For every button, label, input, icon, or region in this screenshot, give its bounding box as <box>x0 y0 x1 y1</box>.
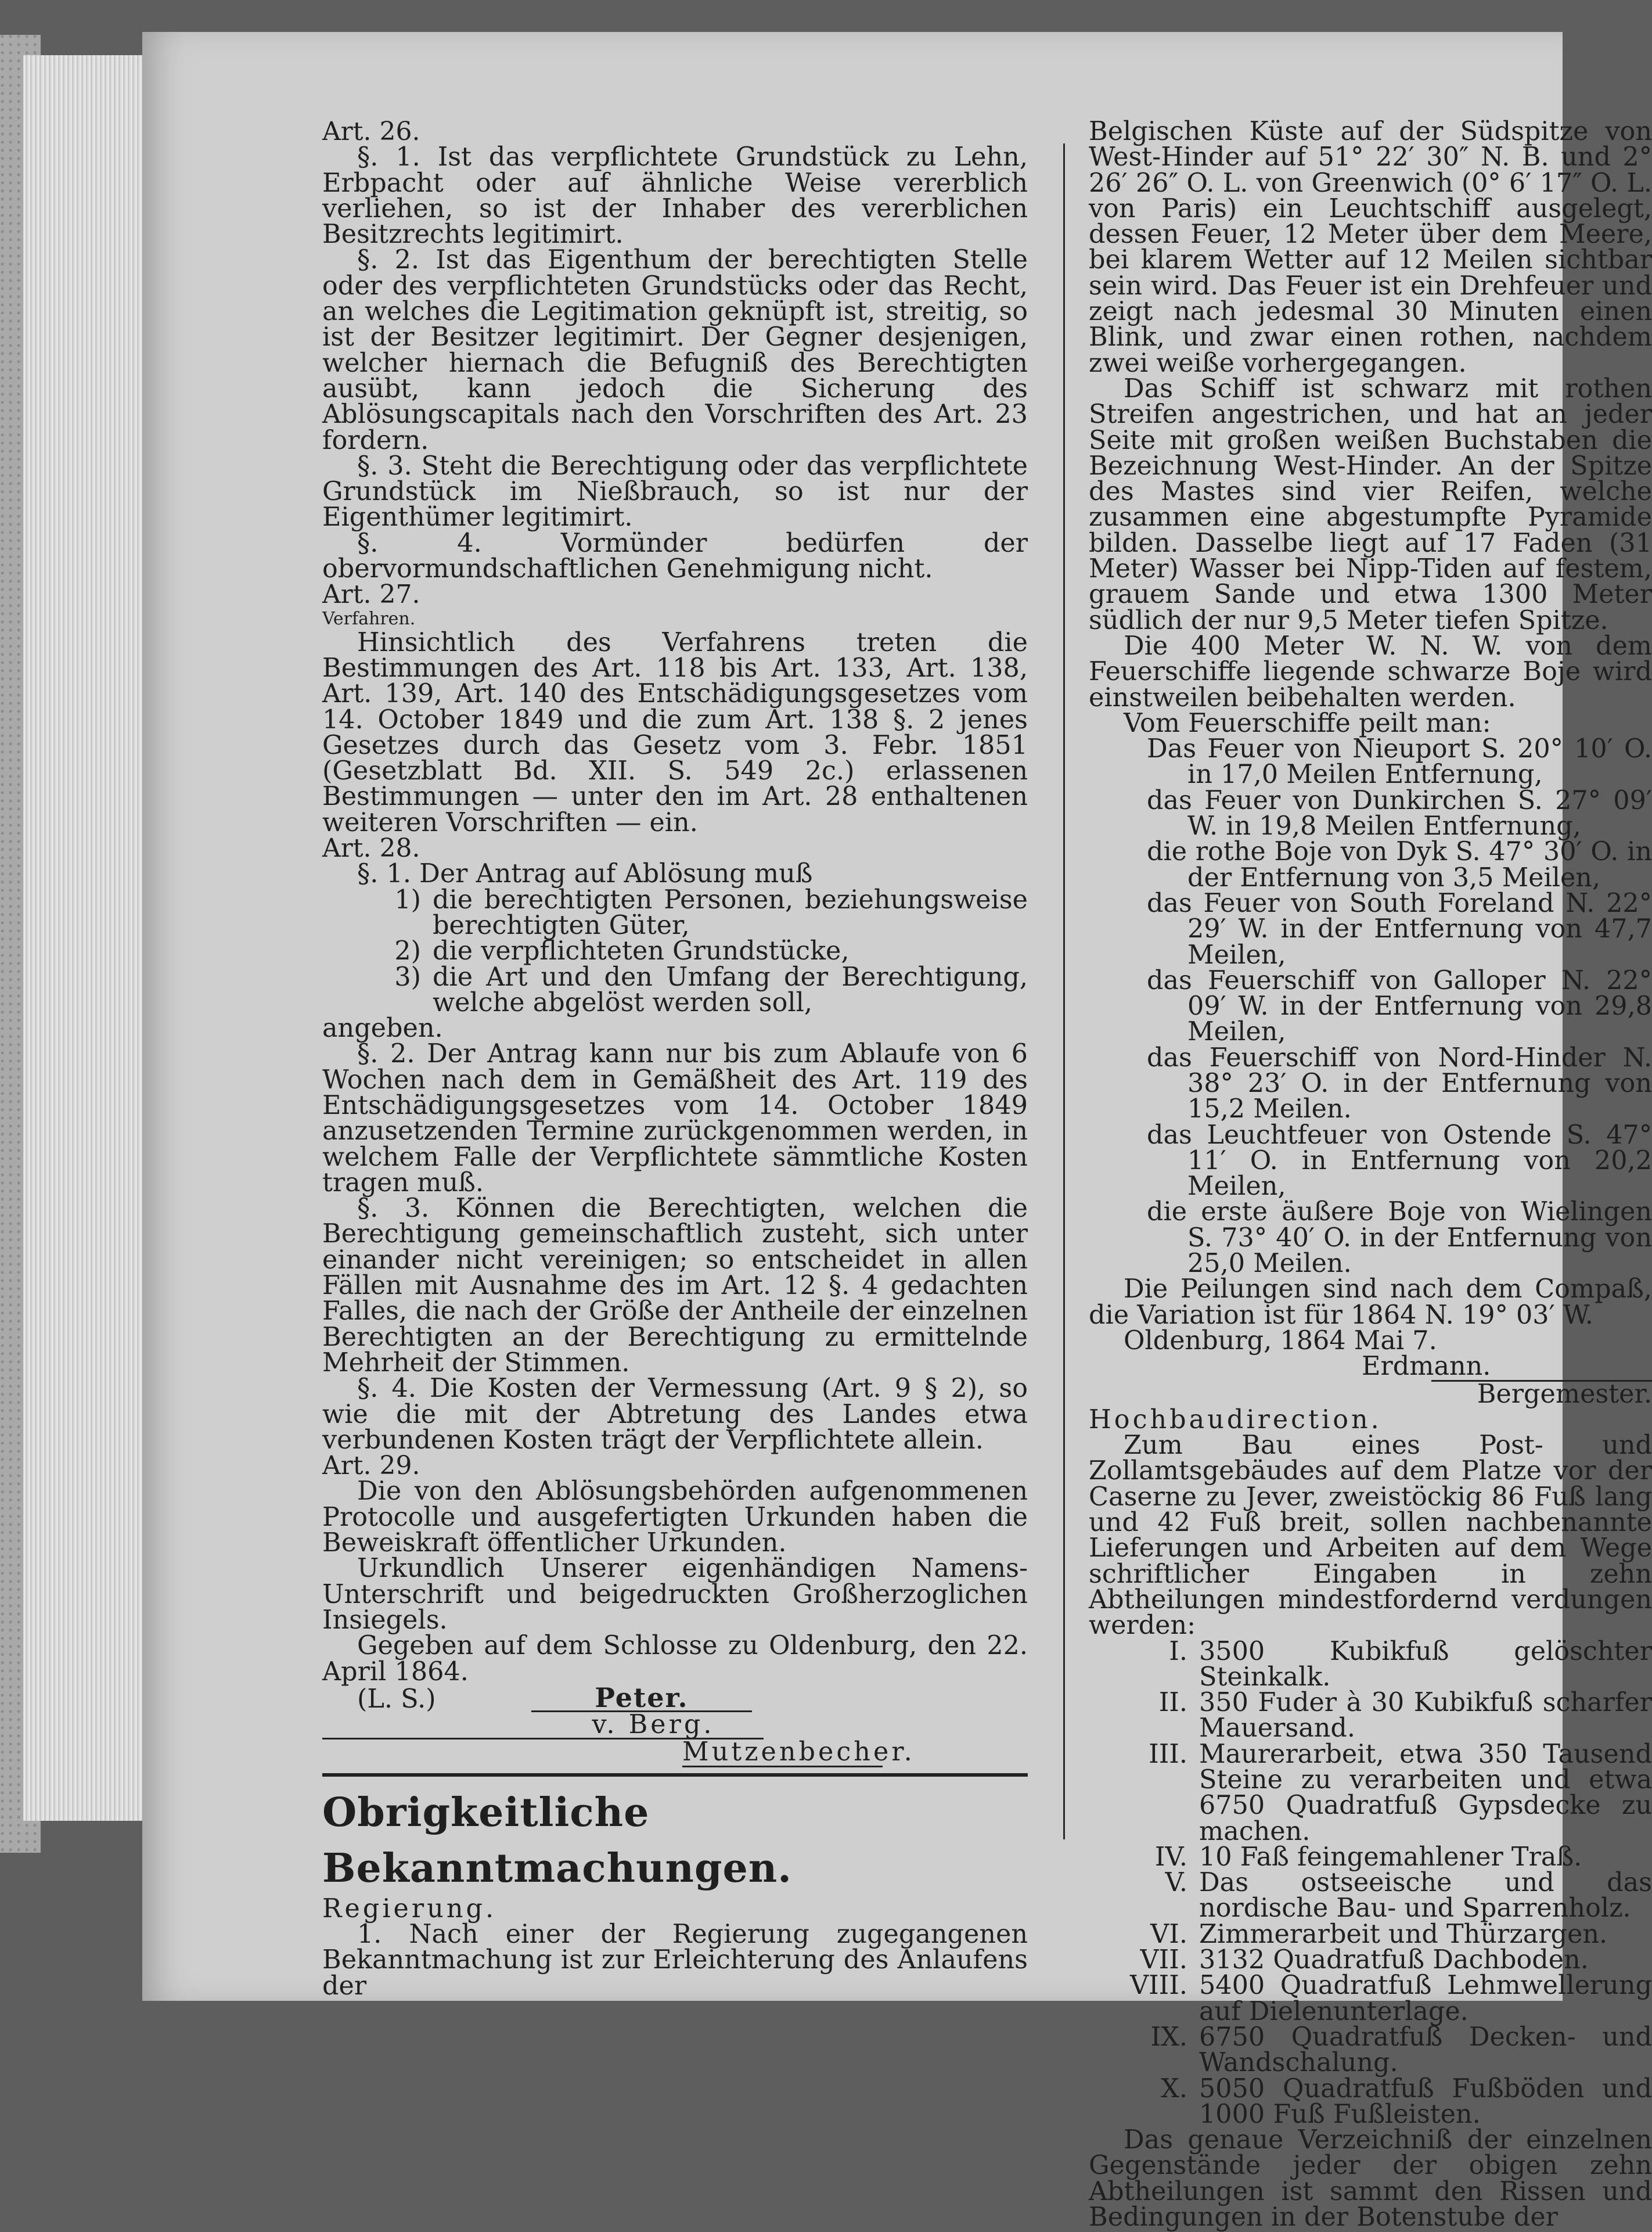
left-column <box>322 119 1028 1999</box>
art28-para-3: §. 3. Können die Berechtigten, welchen die Berechtigung gemeinschaftlich zusteht, sich unter einander nicht vereinigen; so entscheidet in allen Fällen mit Ausnahme des im Art. 12 §. 4 gedachten Falles, die nach der Größe der Antheile der einzelnen Berechtigten an der Berechtigung zu ermittelnde Mehrheit der Stimmen. <box>322 1194 1028 1378</box>
list-item: II. 350 Fuder à 30 Kubikfuß scharfer Mauersand. <box>1158 1688 1652 1744</box>
right-para-4: Vom Feuerschiffe peilt man: <box>1124 708 1491 738</box>
list-item: I. 3500 Kubikfuß gelöschter Steinkalk. <box>1169 1636 1652 1692</box>
art26-para-2: §. 2. Ist das Eigenthum der berechtigten Stelle oder des verpflichteten Grundstücks oder das Recht, an welches die Legitimation geknüpft ist, streitig, so ist der Besitzer legitimirt. Der Gegner desjenigen, welcher hiernach die Befugniß des Berechtigten ausübt, kann jedoch die Sicherung des Ablösungscapitals nach den Vorschriften des Art. 23 fordern. <box>322 245 1028 455</box>
list-item: IV. 10 Faß feingemahlener Traß. <box>1154 1842 1582 1872</box>
art29-para-3: Gegeben auf dem Schlosse zu Oldenburg, den 22. April 1864. <box>322 1631 1028 1687</box>
bearing-item: die rothe Boje von Dyk S. 47° 30′ O. in der Entfernung von 3,5 Meilen, <box>1147 837 1652 893</box>
signature-berg: v. Berg. <box>322 1712 764 1739</box>
right-column <box>1089 119 1652 2230</box>
bearing-item: das Feuer von Dunkirchen S. 27° 09′ W. in 19,8 Meilen Entfernung, <box>1147 785 1652 842</box>
signature-block <box>322 1681 1028 1714</box>
art26-para-1: §. 1. Ist das verpflichtete Grundstück zu Lehn, Erbpacht oder auf ähnliche Weise vererblich verliehen, so ist der Inhaber des vererblichen Besitzrechts legitimirt. <box>322 142 1028 250</box>
list-item: 2) die verpflichteten Grundstücke, <box>394 936 850 966</box>
art26-para-3: §. 3. Steht die Berechtigung oder das verpflichtete Grundstück im Nießbrauch, so ist nur der Eigenthümer legitimirt. <box>322 451 1028 533</box>
list-item: 1) die berechtigten Personen, beziehungsweise berechtigten Güter, <box>394 885 1028 940</box>
art29-heading: Art. 29. <box>322 1451 420 1481</box>
art28-para-2: §. 2. Der Antrag kann nur bis zum Ablaufe von 6 Wochen nach dem in Gemäßheit des Art. 119 des Entschädigungsgesetzes vom 14. October 1849 anzusetzenden Termine zurückgenommen werden, in welchem Falle der Verpflichtete sämmtliche Kosten tragen muß. <box>322 1039 1028 1198</box>
list-item: 3) die Art und den Umfang der Berechtigung, welche abgelöst werden soll, <box>394 962 1028 1018</box>
bearing-item: das Feuerschiff von Galloper N. 22° 09′ W. in der Entfernung von 29,8 Meilen, <box>1147 965 1652 1047</box>
seal-label: (L. S.) <box>357 1684 436 1714</box>
list-item: VIII. 5400 Quadratfuß Lehmwellerung auf Dielenunterlage. <box>1129 1971 1652 2026</box>
art28-angeben: angeben. <box>322 1013 443 1044</box>
column-divider <box>1063 143 1065 1839</box>
bearing-item: das Leuchtfeuer von Ostende S. 47° 11′ O. in Entfernung von 20,2 Meilen, <box>1147 1120 1652 1202</box>
dateline: Oldenburg, 1864 Mai 7. <box>1124 1325 1437 1356</box>
art27-heading: Art. 27. <box>322 580 420 610</box>
list-item: III. Maurerarbeit, etwa 350 Tausend Steine zu verarbeiten und etwa 6750 Quadratfuß Gypsdecke zu machen. <box>1149 1739 1652 1846</box>
list-item: X. 5050 Quadratfuß Fußböden und 1000 Fuß Fußleisten. <box>1161 2073 1652 2129</box>
bearing-item: das Feuer von South Foreland N. 22° 29′ W. in der Entfernung von 47,7 Meilen, <box>1147 888 1652 970</box>
right-para-3: Die 400 Meter W. N. W. von dem Feuerschiffe liegende schwarze Boje wird einstweilen beibehalten werden. <box>1089 631 1652 713</box>
art29-para-2: Urkundlich Unserer eigenhändigen Namens-Unterschrift und beigedruckten Großherzoglichen Insiegels. <box>322 1554 1028 1635</box>
section-rule <box>322 1773 1028 1777</box>
regierung-para-1: 1. Nach einer der Regierung zugegangenen Bekanntmachung ist zur Erleichterung des Anlaufens der <box>322 1920 1028 2001</box>
bearing-item: die erste äußere Boje von Wielingen S. 73° 40′ O. in der Entfernung von 25,0 Meilen. <box>1147 1197 1652 1279</box>
book-page-edges <box>23 55 145 1821</box>
art26-heading: Art. 26. <box>322 117 420 146</box>
signature-bergemester: Bergemester. <box>1431 1380 1652 1407</box>
right-para-7: Zum Bau eines Post- und Zollamtsgebäudes auf dem Platze vor der Caserne zu Jever, zweistöckig 86 Fuß lang und 42 Fuß breit, sollen nachbenannte Lieferungen und Arbeiten auf dem Wege schriftlicher Eingaben in zehn Abtheilungen mindestfordernd verdungen werden: <box>1089 1431 1652 1641</box>
regierung-heading: Regierung. <box>322 1893 497 1924</box>
art28-heading: Art. 28. <box>322 833 420 864</box>
page <box>142 32 1652 2232</box>
right-para-8: Das genaue Verzeichniß der einzelnen Gegenstände jeder der obigen zehn Abtheilungen ist sammt den Rissen und Bedingungen in der Botenstube der <box>1089 2125 1652 2232</box>
art27-subheading: Verfahren. <box>322 608 416 629</box>
bearing-item: das Feuerschiff von Nord-Hinder N. 38° 23′ O. in der Entfernung von 15,2 Meilen. <box>1147 1043 1652 1124</box>
art28-para-1: §. 1. Der Antrag auf Ablösung muß <box>357 859 813 889</box>
signature-peter: Peter. <box>531 1685 752 1712</box>
right-para-2: Das Schiff ist schwarz mit rothen Streifen angestrichen, und hat an jeder Seite mit großen weißen Buchstaben die Bezeichnung West-Hinder. An der Spitze des Mastes sind vier Reifen, welche zusammen eine abgestumpfte Pyramide bilden. Dasselbe liegt auf 17 Faden (31 Meter) Wasser bei Nipp-Tiden auf festem, grauem Sande und etwa 1300 Meter südlich der nur 9,5 Meter tiefen Spitze. <box>1089 373 1652 635</box>
art29-para-1: Die von den Ablösungsbehörden aufgenommenen Protocolle und ausgefertigten Urkunden haben die Beweiskraft öffentlicher Urkunden. <box>322 1476 1028 1558</box>
list-item: IX. 6750 Quadratfuß Decken- und Wandschalung. <box>1150 2022 1652 2078</box>
right-para-5: Die Peilungen sind nach dem Compaß, die Variation ist für 1864 N. 19° 03′ W. <box>1089 1274 1652 1330</box>
signature-mutzenbecher: Mutzenbecher. <box>682 1737 915 1767</box>
art28-para-4: §. 4. Die Kosten der Vermessung (Art. 9 § 2), so wie die mit der Abtretung des Landes etwa verbundenen Kosten trägt der Verpflichtete allein. <box>322 1374 1028 1455</box>
section-title: Obrigkeitliche Bekanntmachungen. <box>322 1789 792 1892</box>
art27-para-1: Hinsichtlich des Verfahrens treten die Bestimmungen des Art. 118 bis Art. 133, Art. 138, Art. 139, Art. 140 des Entschädigungsgesetzes vom 14. October 1849 und die zum Art. 138 §. 2 jenes Gesetzes durch das Gesetz vom 3. Febr. 1851 (Gesetzblatt Bd. XII. S. 549 2c.) erlassenen Bestimmungen — unter den im Art. 28 enthaltenen weiteren Vorschriften — ein. <box>322 627 1028 838</box>
right-para-1: Belgischen Küste auf der Südspitze von West-Hinder auf 51° 22′ 30″ N. B. und 2° 26′ 26″ O. L. von Greenwich (0° 6′ 17″ O. L. von Paris) ein Leuchtschiff ausgelegt, dessen Feuer, 12 Meter über dem Meere, bei klarem Wetter auf 12 Meilen sichtbar sein wird. Das Feuer ist ein Drehfeuer und zeigt nach jedesmal 30 Minuten einen Blink, und zwar einen rothen, nachdem zwei weiße vorhergegangen. <box>1089 117 1652 378</box>
list-item: VI. Zimmerarbeit und Thürzargen. <box>1150 1919 1608 1949</box>
signature-erdmann: Erdmann. <box>1362 1352 1491 1382</box>
hochbau-heading: Hochbaudirection. <box>1089 1404 1382 1435</box>
bearing-item: Das Feuer von Nieuport S. 20° 10′ O. in 17,0 Meilen Entfernung, <box>1147 734 1652 790</box>
list-item: VII. 3132 Quadratfuß Dachboden. <box>1140 1945 1589 1975</box>
list-item: V. Das ostseeische und das nordische Bau- und Sparrenholz. <box>1165 1868 1652 1924</box>
art26-para-4: §. 4. Vormünder bedürfen der obervormundschaftlichen Genehmigung nicht. <box>322 528 1028 584</box>
